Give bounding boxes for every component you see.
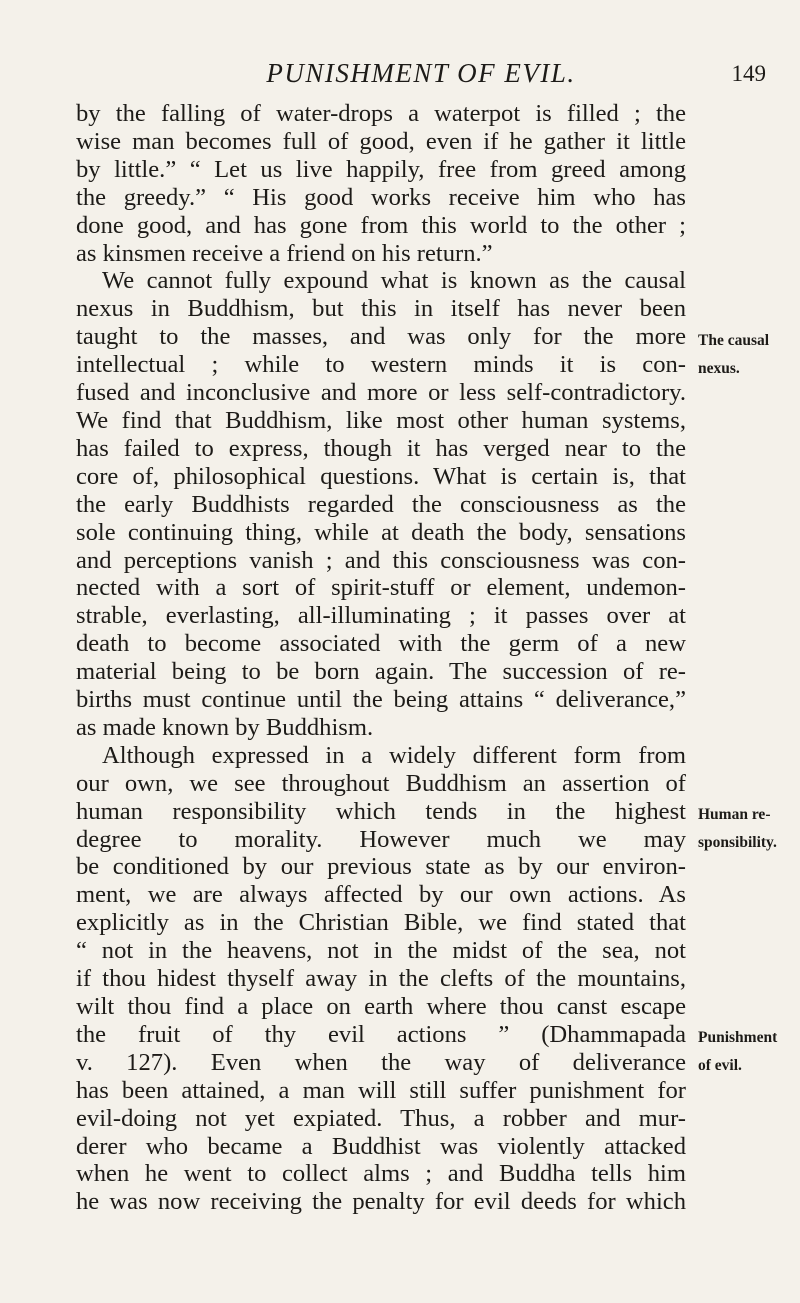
text-line: evil-doing not yet expiated. Thus, a robber and mur- — [76, 1104, 686, 1132]
text-line: the fruit of thy evil actions ” (Dhammapada — [76, 1020, 686, 1048]
text-line: has failed to express, though it has verged near to the — [76, 434, 686, 462]
text-line: births must continue until the being attains “ deliverance,” — [76, 686, 686, 714]
text-line: taught to the masses, and was only for the more — [76, 323, 686, 351]
text-line: and perceptions vanish ; and this consciousness was con- — [76, 546, 686, 574]
text-line: degree to morality. However much we may — [76, 825, 686, 853]
margin-note: Punishment — [698, 1029, 778, 1046]
text-line: ment, we are always affected by our own actions. As — [76, 881, 686, 909]
text-line: the greedy.” “ His good works receive him who has — [76, 183, 686, 211]
text-line: as made known by Buddhism. — [76, 713, 374, 741]
margin-note: nexus. — [698, 360, 740, 377]
body-text — [76, 100, 686, 1216]
text-line: nexus in Buddhism, but this in itself has never been — [76, 295, 686, 323]
text-line: explicitly as in the Christian Bible, we find stated that — [76, 909, 686, 937]
text-line: by little.” “ Let us live happily, free from greed among — [76, 155, 686, 183]
margin-note: of evil. — [698, 1057, 742, 1074]
text-line: intellectual ; while to western minds it is con- — [76, 351, 686, 379]
text-line: as kinsmen receive a friend on his return.” — [76, 239, 493, 267]
text-line: wise man becomes full of good, even if he gather it little — [76, 127, 686, 155]
running-header — [76, 58, 766, 92]
text-line: material being to be born again. The succession of re- — [76, 658, 686, 686]
text-line: when he went to collect alms ; and Buddha tells him — [76, 1160, 686, 1188]
text-line: he was now receiving the penalty for evil deeds for which — [76, 1188, 686, 1216]
text-line: derer who became a Buddhist was violently attacked — [76, 1132, 686, 1160]
text-line: We find that Buddhism, like most other human systems, — [76, 406, 686, 434]
text-line: nected with a sort of spirit-stuff or element, undemon- — [76, 574, 686, 602]
page-number: 149 — [731, 61, 766, 86]
text-line: by the falling of water-drops a waterpot is filled ; the — [76, 100, 686, 127]
margin-note: The causal — [698, 332, 770, 349]
margin-note: sponsibility. — [698, 834, 777, 851]
text-line: strable, everlasting, all-illuminating ; it passes over at — [76, 602, 686, 630]
text-line: core of, philosophical questions. What is certain is, that — [76, 462, 686, 490]
text-line: has been attained, a man will still suffer punishment for — [76, 1076, 686, 1104]
text-line: wilt thou find a place on earth where thou canst escape — [76, 993, 686, 1020]
margin-note: Human re- — [698, 806, 771, 823]
text-line: done good, and has gone from this world to the other ; — [76, 211, 686, 239]
text-line: if thou hidest thyself away in the clefts of the mountains, — [76, 965, 686, 993]
text-line: human responsibility which tends in the highest — [76, 797, 686, 825]
text-line: sole continuing thing, while at death the body, sensations — [76, 518, 686, 546]
text-line: the early Buddhists regarded the consciousness as the — [76, 490, 686, 518]
text-line: fused and inconclusive and more or less self-contradictory. — [76, 379, 686, 407]
text-line: “ not in the heavens, not in the midst of the sea, not — [76, 937, 686, 965]
text-line: be conditioned by our previous state as by our environ- — [76, 853, 686, 881]
text-line: Although expressed in a widely different form from — [102, 741, 686, 769]
text-line: death to become associated with the germ of a new — [76, 630, 686, 658]
text-line: v. 127). Even when the way of deliverance — [76, 1048, 686, 1076]
text-line: our own, we see throughout Buddhism an assertion of — [76, 769, 686, 797]
text-line: We cannot fully expound what is known as the causal — [102, 267, 686, 295]
running-title: PUNISHMENT OF EVIL. — [266, 58, 576, 88]
